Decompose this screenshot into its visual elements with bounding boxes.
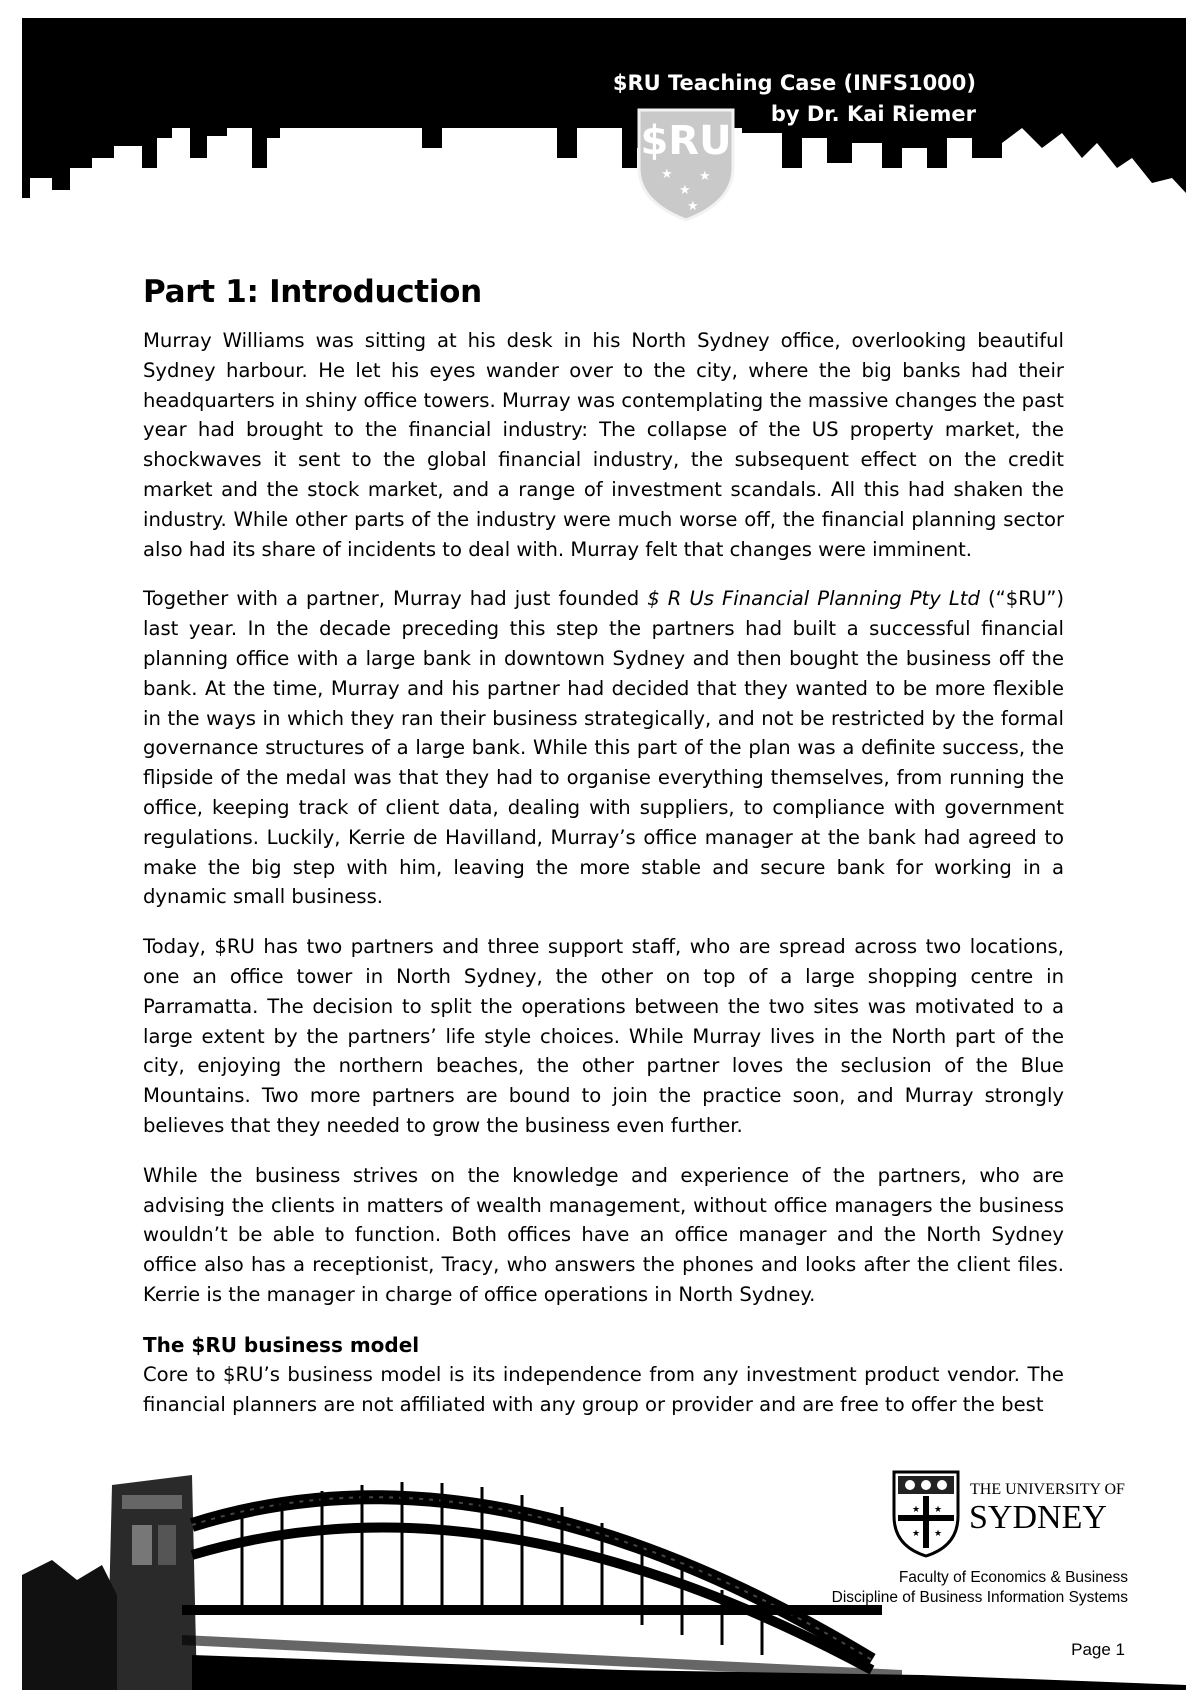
document-content [143, 272, 1064, 1419]
university-crest-icon [890, 1468, 1130, 1560]
svg-text:★: ★ [699, 169, 711, 184]
paragraph-2-start: Together with a partner, Murray had just founded [143, 587, 648, 611]
svg-text:★: ★ [687, 199, 699, 214]
svg-text:★: ★ [679, 183, 691, 198]
skyline-silhouette-icon [22, 18, 1186, 228]
faculty-line2: Discipline of Business Information Systems [831, 1589, 1128, 1606]
paragraph-4: While the business strives on the knowledge and experience of the partners, who are advising the clients in matters of wealth management, without office managers the business wouldn’t be able to function. Both offices have an office manager and the North Sydney office also has a receptionist, Tracy, who answers the phones and looks after the client files. Kerrie is the manager in charge of office operations in North Sydney. [143, 1163, 1064, 1306]
case-title-line2: by Dr. Kai Riemer [770, 102, 976, 126]
case-title-line1: $RU Teaching Case (INFS1000) [612, 71, 976, 95]
paragraph-3: Today, $RU has two partners and three support staff, who are spread across two locations, one an office tower in North Sydney, the other on top of a large shopping centre in Parramatta. The decision to split the operations between the two sites was motivated to a large extent by the partners’ life style choices. While Murray lives in the North part of the city, enjoying the northern beaches, the other partner loves the seclusion of the Blue Mountains. Two more partners are bound to join the practice soon, and Murray strongly believes that they needed to grow the business even further. [143, 935, 1064, 1137]
faculty-info [832, 1568, 1128, 1608]
university-logo [890, 1468, 1130, 1560]
svg-text:★: ★ [912, 1505, 921, 1515]
svg-text:$RU: $RU [640, 118, 732, 164]
paragraph-1: Murray Williams was sitting at his desk in his North Sydney office, overlooking beautiful Sydney harbour. He let his eyes wander over to the city, where the big banks had their headquarters in shiny office towers. Murray was contemplating the massive changes the past year had brought to the financial industry: The collapse of the US property market, the shockwaves it sent to the global financial industry, the subsequent effect on the credit market and the stock market, and a range of investment scandals. All this had shaken the industry. While other parts of the industry were much worse off, the financial planning sector also had its share of incidents to deal with. Murray felt that changes were imminent. [143, 329, 1064, 561]
faculty-line1: Faculty of Economics & Business [898, 1569, 1128, 1586]
svg-text:SYDNEY: SYDNEY [969, 1499, 1107, 1536]
paragraph-5: Core to $RU’s business model is its independence from any investment product vendor. The financial planners are not affiliated with any group or provider and are free to offer the best [143, 1362, 1064, 1416]
svg-text:★: ★ [912, 1529, 921, 1539]
paragraph-2-rest: (“$RU”) last year. In the decade preceding this step the partners had built a successful financial planning office with a large bank in downtown Sydney and then bought the business off the bank. At the time, Murray and his partner had decided that they wanted to be more flexible in the ways in which they ran their business strategically, and not be restricted by the formal governance structures of a large bank. While this part of the plan was a definite success, the flipside of the medal was that they had to organise everything themselves, from running the office, keeping track of client data, dealing with suppliers, to compliance with government regulations. Luckily, Kerrie de Havilland, Murray’s office manager at the bank had agreed to make the big step with him, leaving the more stable and secure bank for working in a dynamic small business. [143, 587, 1064, 909]
company-name: $ R Us Financial Planning Pty Ltd [647, 587, 980, 611]
header-banner [22, 18, 1186, 228]
paragraph-2 [143, 584, 1064, 912]
svg-text:THE UNIVERSITY OF: THE UNIVERSITY OF [970, 1481, 1125, 1498]
page-number: Page 1 [1071, 1640, 1125, 1659]
case-title [613, 68, 976, 130]
svg-text:★: ★ [934, 1529, 943, 1539]
page-title: Part 1: Introduction [143, 274, 482, 310]
svg-text:★: ★ [661, 167, 673, 182]
svg-text:★: ★ [934, 1505, 943, 1515]
section-heading: The $RU business model [143, 1332, 420, 1357]
